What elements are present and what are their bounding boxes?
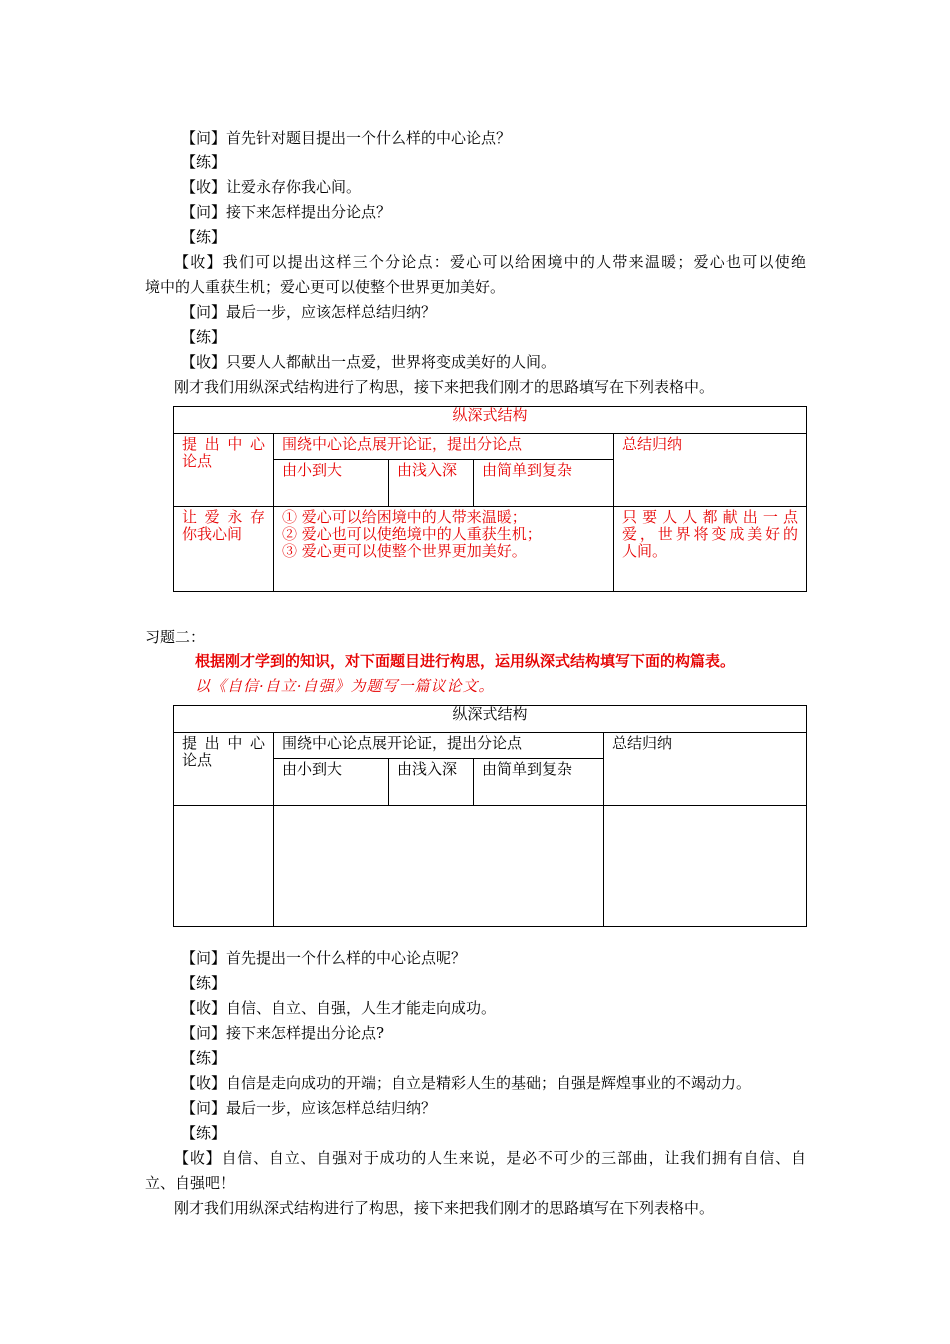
table2-subpoints-blank[interactable] [274, 806, 604, 927]
table2-header-subpoints: 围绕中心论点展开论证，提出分论点 [274, 733, 604, 759]
intro-question-1: 【问】首先针对题目提出一个什么样的中心论点？ [181, 129, 512, 147]
outro-answer-3-line2: 立、自强吧！ [145, 1174, 236, 1192]
table1-title: 纵深式结构 [174, 407, 807, 434]
outro-question-1: 【问】首先提出一个什么样的中心论点呢？ [181, 949, 467, 967]
intro-practice-3: 【练】 [181, 328, 227, 346]
intro-practice-2: 【练】 [181, 228, 227, 246]
exercise-2-topic: 以《自信·自立·自强》为题写一篇议论文。 [195, 677, 495, 695]
structure-table-blank [173, 705, 807, 927]
intro-question-3: 【问】最后一步，应该怎样总结归纳？ [181, 303, 437, 321]
outro-question-2: 【问】接下来怎样提出分论点? [181, 1024, 385, 1042]
table2-header-summary: 总结归纳 [604, 733, 807, 806]
outro-practice-3: 【练】 [181, 1124, 227, 1142]
table2-title: 纵深式结构 [174, 706, 807, 733]
table2-summary-blank[interactable] [604, 806, 807, 927]
outro-answer-3-line1: 【收】自信、自立、自强对于成功的人生来说，是必不可少的三部曲，让我们拥有自信、自 [174, 1149, 806, 1167]
table2-sub-simple-to-complex: 由简单到复杂 [474, 759, 604, 806]
exercise-2-heading: 习题二： [145, 628, 206, 646]
table1-central-point: 让 爱 永 存 你我心间 [174, 507, 274, 592]
table1-sub-shallow-to-deep: 由浅入深 [389, 460, 474, 507]
table1-summary: 只 要 人 人 都 献 出 一 点 爱，世界将变成美好的 人间。 [614, 507, 807, 592]
table1-header-subpoints: 围绕中心论点展开论证，提出分论点 [274, 434, 614, 460]
intro-answer-1: 【收】让爱永存你我心间。 [181, 178, 362, 196]
table1-subpoint: ③ 爱心更可以使整个世界更加美好。 [282, 542, 527, 560]
intro-answer-3: 【收】只要人人都献出一点爱，世界将变成美好的人间。 [181, 353, 557, 371]
intro-practice-1: 【练】 [181, 153, 227, 171]
outro-answer-1: 【收】自信、自立、自强，人生才能走向成功。 [181, 999, 497, 1017]
table2-sub-small-to-large: 由小到大 [274, 759, 389, 806]
outro-question-3: 【问】最后一步，应该怎样总结归纳？ [181, 1099, 437, 1117]
table2-central-point-blank[interactable] [174, 806, 274, 927]
outro-practice-1: 【练】 [181, 974, 227, 992]
outro-answer-2: 【收】自信是走向成功的开端；自立是精彩人生的基础；自强是辉煌事业的不竭动力。 [181, 1074, 752, 1092]
table1-subpoint: ① 爱心可以给困境中的人带来温暖； [282, 508, 527, 526]
intro-answer-2-line1: 【收】我们可以提出这样三个分论点：爱心可以给困境中的人带来温暖；爱心也可以使绝 [174, 253, 806, 271]
table2-sub-shallow-to-deep: 由浅入深 [389, 759, 474, 806]
table2-header-central: 提 出 中 心 论点 [174, 733, 274, 806]
intro-question-2: 【问】接下来怎样提出分论点？ [181, 203, 392, 221]
table1-sub-small-to-large: 由小到大 [274, 460, 389, 507]
intro-transition: 刚才我们用纵深式结构进行了构思，接下来把我们刚才的思路填写在下列表格中。 [174, 378, 715, 396]
table1-subpoint: ② 爱心也可以使绝境中的人重获生机； [282, 525, 542, 543]
table1-header-summary: 总结归纳 [614, 434, 807, 507]
table1-sub-simple-to-complex: 由简单到复杂 [474, 460, 614, 507]
outro-transition: 刚才我们用纵深式结构进行了构思，接下来把我们刚才的思路填写在下列表格中。 [174, 1199, 715, 1217]
intro-answer-2-line2: 境中的人重获生机；爱心更可以使整个世界更加美好。 [145, 278, 506, 296]
outro-practice-2: 【练】 [181, 1049, 227, 1067]
structure-table-example [173, 406, 807, 592]
table1-subpoints [274, 507, 614, 592]
exercise-2-instruction: 根据刚才学到的知识，对下面题目进行构思，运用纵深式结构填写下面的构篇表。 [195, 652, 736, 670]
table1-header-central: 提 出 中 心 论点 [174, 434, 274, 507]
